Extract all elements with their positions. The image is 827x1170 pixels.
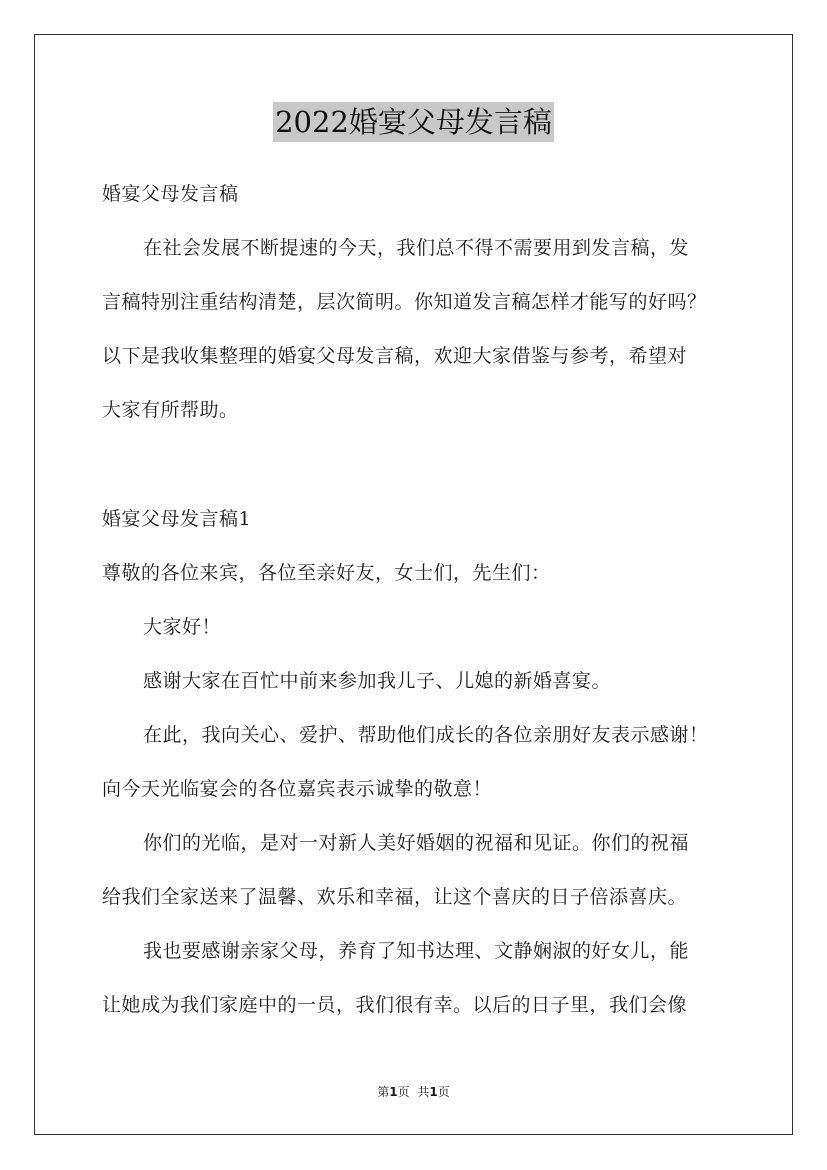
paragraph-line: 在社会发展不断提速的今天，我们总不得不需要用到发言稿，发 [143,237,690,259]
document-title: 2022婚宴父母发言稿 [273,102,554,142]
title-wrap [0,102,827,142]
total-prefix: 共 [417,1085,430,1099]
paragraph-line: 以下是我收集整理的婚宴父母发言稿，欢迎大家借鉴与参考，希望对 [102,345,688,367]
page-footer [0,1084,827,1100]
page-number: 1 [389,1085,398,1099]
paragraph-line: 感谢大家在百忙中前来参加我儿子、儿媳的新婚喜宴。 [143,670,612,692]
paragraph-line: 我也要感谢亲家父母，养育了知书达理、文静娴淑的好女儿，能 [143,940,690,962]
page-suffix: 页 [397,1085,410,1099]
paragraph-line: 让她成为我们家庭中的一员，我们很有幸。以后的日子里，我们会像 [102,994,688,1016]
total-pages: 1 [429,1085,438,1099]
paragraph-line: 向今天光临宴会的各位嘉宾表示诚挚的敬意！ [102,778,493,800]
salutation-line: 尊敬的各位来宾，各位至亲好友，女士们，先生们： [102,562,551,584]
paragraph-line: 给我们全家送来了温馨、欢乐和幸福，让这个喜庆的日子倍添喜庆。 [102,886,688,908]
greeting-line: 大家好！ [143,616,222,638]
paragraph-line: 在此，我向关心、爱护、帮助他们成长的各位亲朋好友表示感谢！ [143,724,709,746]
paragraph-line: 言稿特别注重结构清楚，层次简明。你知道发言稿怎样才能写的好吗？ [102,291,707,313]
page-prefix: 第 [377,1085,390,1099]
paragraph-line: 你们的光临，是对一对新人美好婚姻的祝福和见证。你们的祝福 [143,832,690,854]
section-heading: 婚宴父母发言稿1 [102,508,252,530]
section-heading: 婚宴父母发言稿 [102,183,239,205]
paragraph-line: 大家有所帮助。 [102,399,239,421]
total-suffix: 页 [437,1085,450,1099]
